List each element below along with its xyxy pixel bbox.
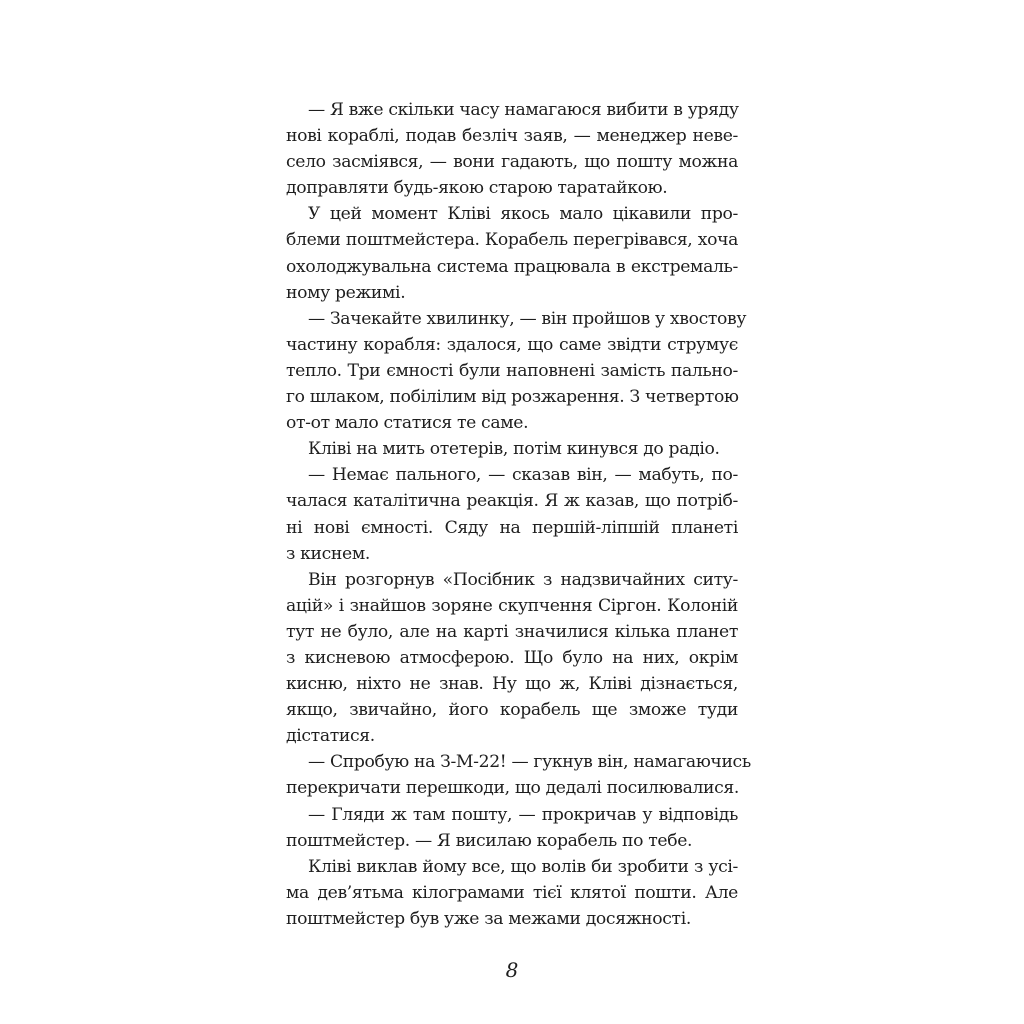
text-line: блеми поштмейстера. Корабель перегрівався, хоча	[286, 230, 738, 251]
paragraph	[286, 749, 751, 801]
text-line: охолоджувальна система працювала в екстремаль-	[286, 256, 738, 277]
paragraph	[286, 802, 738, 854]
text-line: доправляти будь-якою старою таратайкою.	[286, 178, 668, 199]
page-number: 8	[505, 958, 519, 982]
text-line: — Я вже скільки часу намагаюся вибити в уряду	[308, 100, 739, 120]
text-line: якщо, звичайно, його корабель ще зможе туди	[286, 700, 738, 721]
text-line: село засміявся, — вони гадають, що пошту можна	[286, 152, 738, 173]
text-line: поштмейстер був уже за межами досяжності.	[286, 908, 691, 929]
text-line: ному режимі.	[286, 282, 406, 303]
text-line: частину корабля: здалося, що саме звідти струмує	[286, 334, 738, 355]
text-line: от-от мало статися те саме.	[286, 413, 529, 434]
text-line: — Гляди ж там пошту, — прокричав у відповідь	[308, 804, 738, 825]
text-line: ацій» і знайшов зоряне скупчення Сіргон. Колоній	[286, 595, 738, 616]
text-line: Кліві виклав йому все, що волів би зробити з усі-	[308, 856, 738, 877]
text-line: чалася каталітична реакція. Я ж казав, що потріб-	[286, 491, 738, 512]
paragraph	[286, 462, 738, 566]
text-line: нові кораблі, подав безліч заяв, — менеджер неве-	[286, 126, 738, 147]
text-line: з кисневою атмосферою. Що було на них, окрім	[286, 647, 738, 668]
text-line: ма дев’ятьма кілограмами тієї клятої пошти. Але	[286, 882, 738, 903]
paragraph	[286, 436, 738, 462]
page-body	[286, 97, 751, 932]
paragraph	[286, 306, 747, 436]
text-line: У цей момент Кліві якось мало цікавили про-	[308, 204, 738, 225]
text-line: кисню, ніхто не знав. Ну що ж, Кліві дізнається,	[286, 674, 738, 695]
paragraph	[286, 201, 738, 305]
text-line: тут не було, але на карті значилися кілька планет	[286, 621, 738, 642]
text-line: ні нові ємності. Сяду на першій-ліпшій планеті	[286, 517, 738, 538]
text-line: — Зачекайте хвилинку, — він пройшов у хвостову	[308, 308, 747, 329]
paragraph	[286, 854, 738, 932]
text-line: Кліві на мить отетерів, потім кинувся до радіо.	[308, 439, 720, 460]
text-line: тепло. Три ємності були наповнені замість пально-	[286, 360, 738, 381]
text-line: поштмейстер. — Я висилаю корабель по тебе.	[286, 830, 693, 851]
paragraph	[286, 97, 738, 201]
text-line: — Спробую на З-М-22! — гукнув він, намагаючись	[308, 752, 751, 773]
text-line: дістатися.	[286, 726, 375, 747]
text-line: перекричати перешкоди, що дедалі посилювалися.	[286, 778, 740, 799]
paragraph	[286, 567, 738, 750]
text-line: го шлаком, побілілим від розжарення. З четвертою	[286, 387, 739, 408]
text-line: — Немає пального, — сказав він, — мабуть, по-	[308, 465, 738, 486]
text-line: Він розгорнув «Посібник з надзвичайних ситу-	[308, 569, 738, 590]
text-line: з киснем.	[286, 543, 370, 564]
